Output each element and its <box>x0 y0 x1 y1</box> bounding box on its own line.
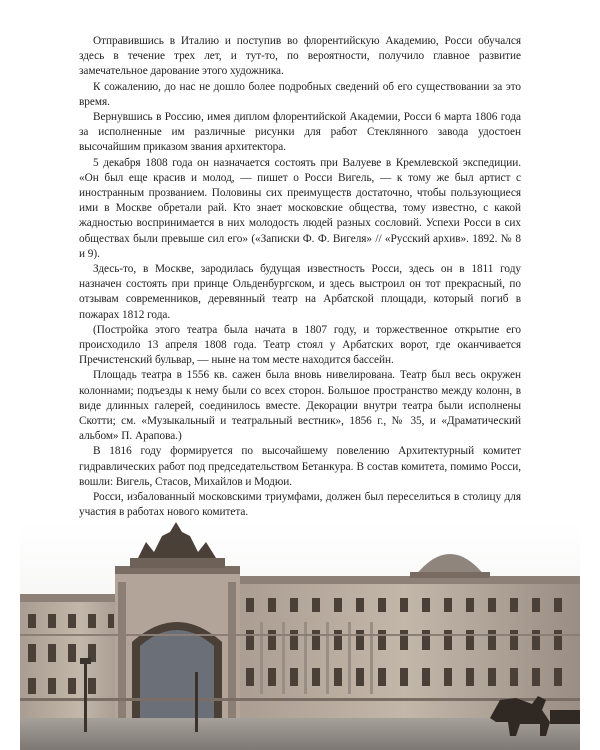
paragraph-2: К сожалению, до нас не дошло более подробных сведений об его существовании за это время. <box>79 80 521 108</box>
paragraph-3: Вернувшись в Россию, имея диплом флорентийской Академии, Росси 6 марта 1806 года за исполненные им различные рисунки для работ Стеклянного завода удостоен высочайшим приказом звания архитектора. <box>79 111 521 154</box>
paragraph-8: В 1816 году формируется по высочайшему повелению Архитектурный комитет гидравлических работ под председательством Бетанкура. В состав комитета, помимо Росси, вошли: Вигель, Стасов, Михайлов и Модюи. <box>79 445 521 488</box>
photo-illustration <box>20 522 580 750</box>
paragraph-1: Отправившись в Италию и поступив во флорентийскую Академию, Росси обучался здесь в течение трех лет, и тут-то, по вероятности, получило главное развитие замечательное дарование этого художника. <box>79 35 521 78</box>
general-staff-building-photo <box>20 522 580 750</box>
paragraph-5: Здесь-то, в Москве, зародилась будущая известность Росси, здесь он в 1811 году назначен состоять при принце Ольденбургском, и здесь выстроил он тот прекрасный, по отзывам современников, деревянный театр на Арбатской площади, который погиб в пожарах 1812 года. <box>79 263 521 321</box>
paragraph-9: Росси, избалованный московскими триумфами, должен был переселиться в столицу для участия в работах нового комитета. <box>79 491 521 519</box>
paragraph-6: (Постройка этого театра была начата в 1807 году, и торжественное открытие его происходило 13 апреля 1808 года. Театр стоял у Арбатских ворот, где оканчивается Пречистенский бульвар, — ныне на том месте находится бассейн. <box>79 323 521 367</box>
body-text <box>79 34 521 521</box>
paragraph-7: Площадь театра в 1556 кв. сажен была вновь нивелирована. Театр был весь окружен колоннами; подъезды к нему были со всех сторон. Большое пространство между колонн, в виде длинных галерей, соединилось вместе. Декорации внутри театра были исполнены Скотти; см. «Музыкальный и театральный вестник», 1856 г., № 35, и «Драматический альбом» П. Арапова.) <box>79 369 521 443</box>
paragraph-4: 5 декабря 1808 года он назначается состоять при Валуеве в Кремлевской экспедиции. «Он был еще красив и молод, — пишет о Росси Вигель, — к тому же был артист с иностранным прозванием. Половины сих преимуществ достаточно, чтобы пользующиеся ими в Москве обретали рай. Кто знает московские общества, тому известно, с какой жадностью воспринимается в них молодость людей разных сословий. Успехи Росси в сих обществах были превыше сил его» («Записки Ф. Ф. Вигеля» // «Русский архив». 1892. № 8 и 9). <box>79 156 521 260</box>
